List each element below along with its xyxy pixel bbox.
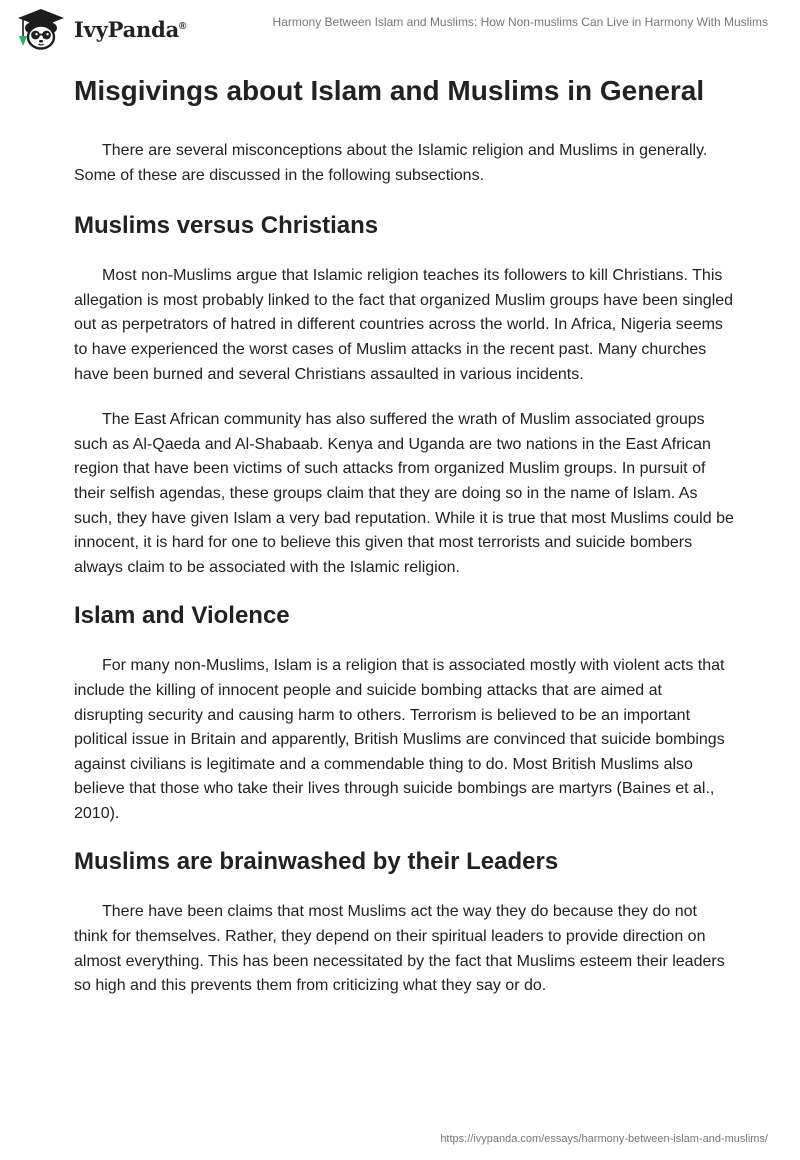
section-heading-islam-and-violence: Islam and Violence	[74, 602, 290, 630]
body-paragraph: Most non-Muslims argue that Islamic religion teaches its followers to kill Christians. This allegation is most probably linked to the fact that organized Muslim groups have been singled out as perpetrators of hatred in different countries across the world. In Africa, Nigeria seems to have experienced the worst cases of Muslim attacks in the recent past. Many churches have been burned and several Christians assaulted in various incidents.	[74, 267, 734, 383]
ivypanda-logo[interactable]	[12, 6, 186, 52]
section-heading-brainwashed-by-leaders: Muslims are brainwashed by their Leaders	[74, 848, 559, 876]
body-paragraph: For many non-Muslims, Islam is a religion that is associated mostly with violent acts that include the killing of innocent people and suicide bombing attacks that are aimed at disrupting security and causing harm to others. Terrorism is believed to be an important political issue in Britain and apparently, British Muslims are convinced that suicide bombings against civilians is legitimate and a commendable thing to do. Most British Muslims also believe that those who take their lives through suicide bombings are martyrs (Baines et al., 2010).	[74, 657, 725, 822]
body-paragraph: There have been claims that most Muslims act the way they do because they do not think for themselves. Rather, they depend on their spiritual leaders to provide direction on almost everything. This has been necessitated by the fact that Muslims esteem their leaders so high and this prevents them from criticizing what they say or do.	[74, 903, 725, 995]
registered-mark: ®	[179, 20, 187, 32]
body-paragraph: The East African community has also suffered the wrath of Muslim associated groups such as Al-Qaeda and Al-Shabaab. Kenya and Uganda are two nations in the East African region that have been victims of such attacks from organized Muslim groups. In pursuit of their selfish agendas, these groups claim that they are doing so in the name of Islam. As such, they have given Islam a very bad reputation. While it is true that most Muslims could be innocent, it is hard for one to believe this given that most terrorists and suicide bombers always claim to be associated with the Islamic religion.	[74, 411, 734, 576]
page-header	[0, 0, 800, 62]
document-title: Harmony Between Islam and Muslims: How Non-muslims Can Live in Harmony With Muslims	[272, 15, 768, 29]
panda-graduate-icon	[12, 6, 70, 52]
logo-wordmark: IvyPanda®	[74, 16, 187, 42]
section-heading-muslims-versus-christians: Muslims versus Christians	[74, 212, 379, 240]
main-heading: Misgivings about Islam and Muslims in General	[74, 75, 705, 106]
article-body	[74, 72, 734, 1019]
intro-paragraph: There are several misconceptions about the Islamic religion and Muslims in generally. Some of these are discussed in the following subsections.	[74, 142, 708, 184]
source-url[interactable]: https://ivypanda.com/essays/harmony-between-islam-and-muslims/	[440, 1133, 768, 1145]
